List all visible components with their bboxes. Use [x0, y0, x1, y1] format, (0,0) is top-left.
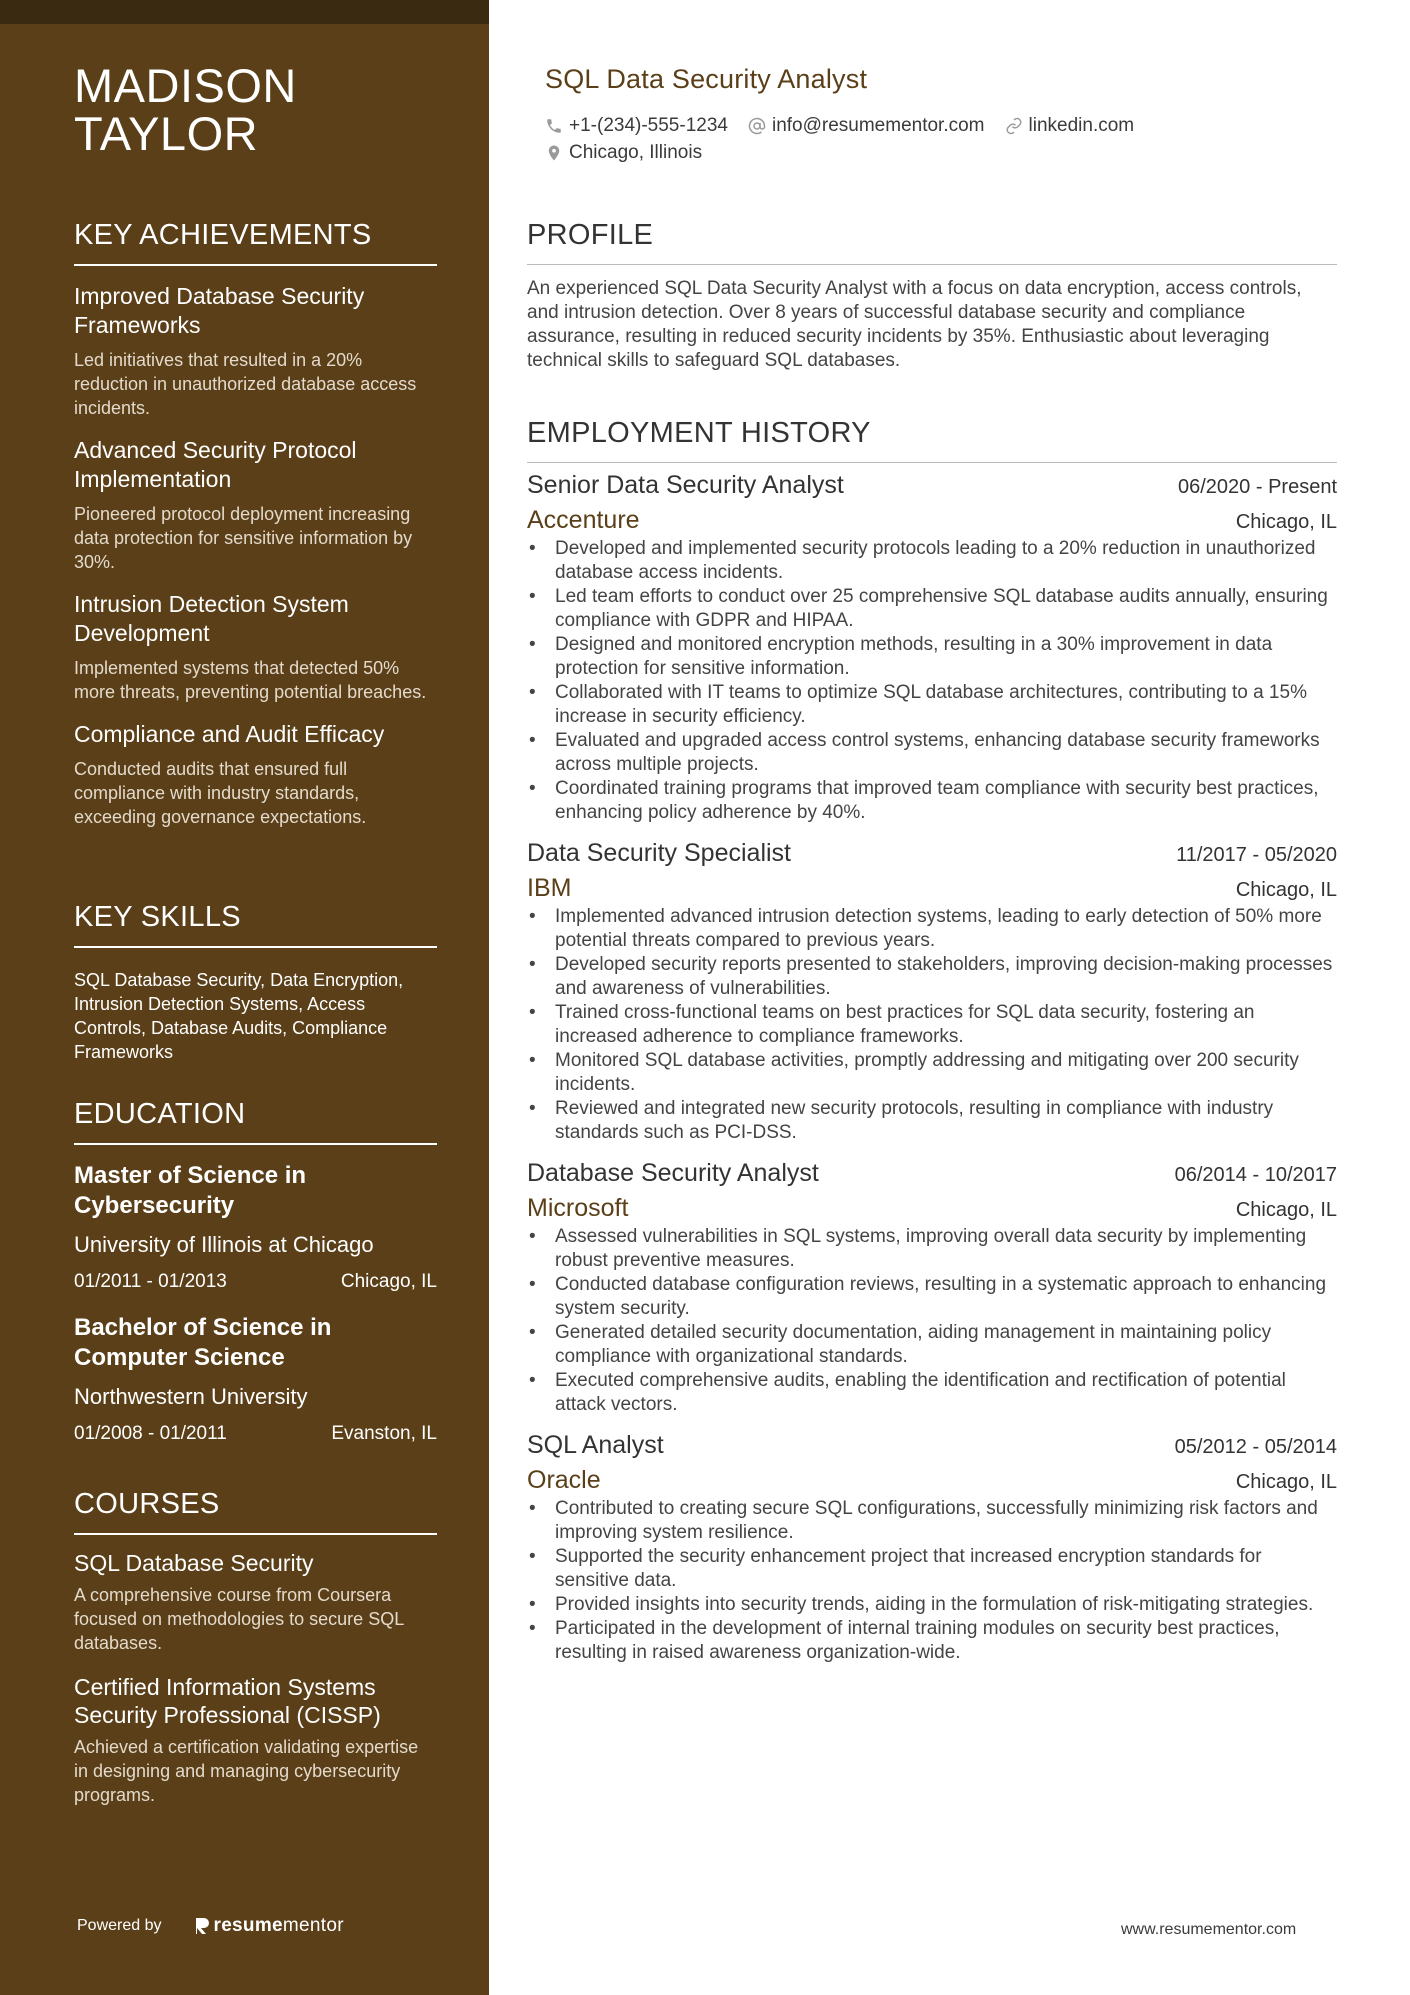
brand-bold: resume: [213, 1915, 283, 1936]
achievements-heading: KEY ACHIEVEMENTS: [74, 219, 437, 266]
course-item: [74, 1549, 437, 1655]
achievements-section: [74, 219, 437, 829]
education-school: Northwestern University: [74, 1384, 308, 1409]
education-item: [74, 1313, 437, 1445]
courses-heading: COURSES: [74, 1488, 437, 1535]
education-meta: [74, 1271, 437, 1293]
education-dates: 01/2011 - 01/2013: [74, 1271, 227, 1292]
education-location: Evanston, IL: [331, 1423, 437, 1444]
candidate-name: [74, 59, 454, 160]
achievement-title: Intrusion Detection System Development: [74, 591, 349, 646]
footer-url-link[interactable]: www.resumementor.com: [1121, 1921, 1297, 1938]
achievement-title: Advanced Security Protocol Implementation: [74, 437, 357, 492]
profile-summary: An experienced SQL Data Security Analyst with a focus on data encryption, access controls, and intrusion detection. Over 8 years of successful database security and compliance assurance, resulting in reduced security incidents by 35%. Enthusiastic about leveraging technical skills to safeguard SQL databases.: [527, 278, 1302, 371]
job-subheader: [527, 1194, 1337, 1223]
job-bullet: • Monitored SQL database activities, promptly addressing and mitigating over 200 security incidents.: [527, 1049, 1337, 1097]
contact-email[interactable]: [748, 115, 985, 137]
achievement-desc: Implemented systems that detected 50% more threats, preventing potential breaches.: [74, 658, 427, 702]
skills-section: [74, 901, 437, 1064]
job-dates: 06/2020 - Present: [1178, 476, 1337, 498]
courses-section: [74, 1488, 437, 1807]
job-bullet: • Executed comprehensive audits, enabling the identification and rectification of potential attack vectors.: [527, 1369, 1337, 1417]
course-item: [74, 1673, 437, 1807]
job-company: Microsoft: [527, 1194, 629, 1222]
job-bullets: [527, 1225, 1337, 1417]
resumementor-logo[interactable]: [194, 1915, 344, 1937]
job-header: [527, 839, 1337, 868]
job-role: Senior Data Security Analyst: [527, 471, 844, 499]
job-bullet: • Reviewed and integrated new security protocols, resulting in compliance with industry standards such as PCI-DSS.: [527, 1097, 1337, 1145]
job-bullets: [527, 1497, 1337, 1665]
job-bullet: • Participated in the development of internal training modules on security best practices, resulting in raised awareness organization-wide.: [527, 1617, 1337, 1665]
education-degree: Master of Science in Cybersecurity: [74, 1162, 307, 1219]
job-bullet: • Provided insights into security trends, aiding in the formulation of risk-mitigating strategies.: [527, 1593, 1337, 1617]
job-subheader: [527, 506, 1337, 535]
job-bullets: [527, 537, 1337, 825]
job-company: IBM: [527, 874, 572, 902]
profile-heading: PROFILE: [527, 219, 1337, 265]
contact-phone[interactable]: [545, 115, 728, 137]
job-role: Database Security Analyst: [527, 1159, 819, 1187]
job-bullet: • Developed security reports presented to stakeholders, improving decision-making processes and awareness of vulnerabilities.: [527, 953, 1337, 1001]
phone-icon: [545, 117, 563, 135]
profile-section: [527, 219, 1337, 373]
job-header: [527, 1431, 1337, 1460]
job-subheader: [527, 1466, 1337, 1495]
employment-heading: EMPLOYMENT HISTORY: [527, 417, 1337, 463]
at-sign-icon: [748, 117, 766, 135]
achievement-item: [74, 590, 437, 704]
job-entry: [527, 1431, 1337, 1665]
job-role: Data Security Specialist: [527, 839, 792, 867]
first-name: MADISON: [74, 59, 297, 112]
job-bullet: • Developed and implemented security protocols leading to a 20% reduction in unauthorized database access incidents.: [527, 537, 1337, 585]
job-subheader: [527, 874, 1337, 903]
job-entry: [527, 471, 1337, 825]
course-title: Certified Information Systems Security Professional (CISSP): [74, 1674, 381, 1728]
contact-info: [545, 112, 1325, 166]
education-heading: EDUCATION: [74, 1098, 437, 1145]
achievement-item: [74, 720, 437, 829]
resumementor-logo-icon: [194, 1916, 210, 1936]
powered-by-label: Powered by: [77, 1917, 162, 1934]
course-title: SQL Database Security: [74, 1550, 314, 1576]
job-bullet: • Implemented advanced intrusion detection systems, leading to early detection of 50% more potential threats compared to previous years.: [527, 905, 1337, 953]
job-bullet: • Evaluated and upgraded access control systems, enhancing database security frameworks across multiple projects.: [527, 729, 1337, 777]
education-meta: [74, 1423, 437, 1445]
contact-location: [545, 142, 702, 164]
job-bullet: • Generated detailed security documentation, aiding management in maintaining policy compliance with organizational standards.: [527, 1321, 1337, 1369]
sidebar: [0, 0, 489, 1995]
course-desc: A comprehensive course from Coursera focused on methodologies to secure SQL databases.: [74, 1585, 404, 1653]
achievement-title: Improved Database Security Frameworks: [74, 283, 365, 338]
location-text: Chicago, Illinois: [569, 141, 703, 163]
job-bullet: • Collaborated with IT teams to optimize SQL database architectures, contributing to a 15% increase in security efficiency.: [527, 681, 1337, 729]
linkedin-text: linkedin.com: [1028, 114, 1135, 136]
education-item: [74, 1161, 437, 1293]
last-name: TAYLOR: [74, 107, 259, 160]
job-location: Chicago, IL: [1235, 511, 1337, 533]
education-school: University of Illinois at Chicago: [74, 1232, 374, 1257]
powered-by: [77, 1915, 344, 1937]
contact-row: [545, 139, 1325, 166]
job-entry: [527, 1159, 1337, 1417]
job-bullet: • Supported the security enhancement project that increased encryption standards for sensitive data.: [527, 1545, 1337, 1593]
job-company: Oracle: [527, 1466, 601, 1494]
achievement-title: Compliance and Audit Efficacy: [74, 721, 385, 747]
achievement-desc: Pioneered protocol deployment increasing data protection for sensitive information by 30%.: [74, 504, 413, 572]
job-bullet: • Designed and monitored encryption methods, resulting in a 30% improvement in data protection for sensitive information.: [527, 633, 1337, 681]
education-section: [74, 1098, 437, 1445]
employment-section: [527, 417, 1337, 1665]
contact-linkedin[interactable]: [1005, 115, 1135, 137]
achievement-item: [74, 282, 437, 420]
achievement-item: [74, 436, 437, 574]
job-location: Chicago, IL: [1235, 879, 1337, 901]
job-entry: [527, 839, 1337, 1145]
job-dates: 05/2012 - 05/2014: [1174, 1436, 1337, 1458]
job-bullet: • Led team efforts to conduct over 25 comprehensive SQL database audits annually, ensuring compliance with GDPR and HIPAA.: [527, 585, 1337, 633]
job-bullet: • Conducted database configuration reviews, resulting in a systematic approach to enhancing system security.: [527, 1273, 1337, 1321]
course-desc: Achieved a certification validating expertise in designing and managing cybersecurity programs.: [74, 1737, 419, 1805]
job-header: [527, 471, 1337, 500]
job-bullet: • Trained cross-functional teams on best practices for SQL data security, fostering an increased adherence to compliance frameworks.: [527, 1001, 1337, 1049]
education-degree: Bachelor of Science in Computer Science: [74, 1314, 332, 1371]
job-bullets: [527, 905, 1337, 1145]
job-dates: 06/2014 - 10/2017: [1174, 1164, 1337, 1186]
achievement-desc: Led initiatives that resulted in a 20% reduction in unauthorized database access incidents.: [74, 350, 417, 418]
job-bullet: • Assessed vulnerabilities in SQL systems, improving overall data security by implementing robust preventive measures.: [527, 1225, 1337, 1273]
job-location: Chicago, IL: [1235, 1199, 1337, 1221]
skills-list: SQL Database Security, Data Encryption, Intrusion Detection Systems, Access Controls, Database Audits, Compliance Frameworks: [74, 970, 404, 1062]
link-icon: [1005, 117, 1023, 135]
achievement-desc: Conducted audits that ensured full compliance with industry standards, exceeding governance expectations.: [74, 759, 367, 827]
job-company: Accenture: [527, 506, 640, 534]
job-bullet: • Coordinated training programs that improved team compliance with security best practices, enhancing policy adherence by 40%.: [527, 777, 1337, 825]
contact-row: [545, 112, 1325, 139]
skills-heading: KEY SKILLS: [74, 901, 437, 948]
job-title: SQL Data Security Analyst: [545, 64, 868, 94]
phone-text: +1-(234)-555-1234: [569, 114, 728, 136]
job-header: [527, 1159, 1337, 1188]
email-text: info@resumementor.com: [771, 114, 985, 136]
job-location: Chicago, IL: [1235, 1471, 1337, 1493]
job-role: SQL Analyst: [527, 1431, 664, 1459]
education-dates: 01/2008 - 01/2011: [74, 1423, 227, 1444]
job-bullet: • Contributed to creating secure SQL configurations, successfully minimizing risk factors and improving system resilience.: [527, 1497, 1337, 1545]
brand-light: mentor: [282, 1915, 344, 1936]
sidebar-top-bar: [0, 0, 489, 24]
education-location: Chicago, IL: [340, 1271, 437, 1292]
map-pin-icon: [545, 144, 563, 162]
job-dates: 11/2017 - 05/2020: [1176, 844, 1337, 866]
